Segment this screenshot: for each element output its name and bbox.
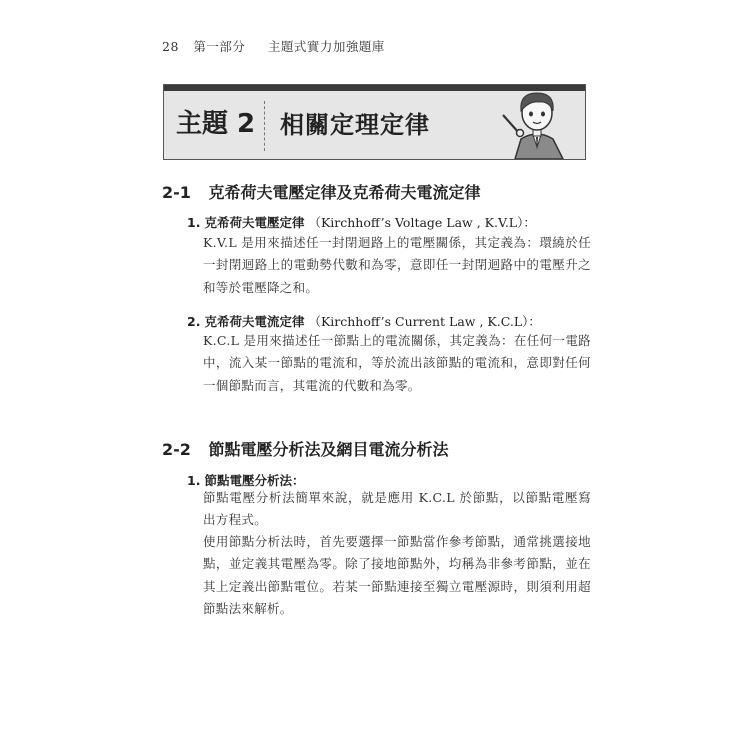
item-title-zh: 克希荷夫電流定律 [204, 314, 305, 329]
node-voltage-paragraph-1: 節點電壓分析法簡單來說，就是應用 K.C.L 於節點，以節點電壓寫出方程式。 [203, 490, 591, 528]
item-title-zh: 節點電壓分析法： [204, 473, 305, 488]
section-number: 2-2 [162, 440, 191, 459]
item-number: 1. [187, 473, 201, 488]
subheading-kcl [187, 312, 541, 330]
item-number: 1. [187, 215, 201, 230]
topic-banner [163, 84, 586, 160]
section-title: 節點電壓分析法及網目電流分析法 [208, 440, 449, 459]
page-number: 28 [162, 39, 179, 54]
teacher-mascot-icon [497, 85, 579, 159]
topic-title: 相關定理定律 [280, 111, 430, 139]
item-title-en: （Kirchhoff’s Voltage Law , K.V.L）： [308, 215, 536, 230]
kvl-paragraph: K.V.L 是用來描述任一封閉迴路上的電壓關係，其定義為：環繞於任一封閉迴路上的電動勢代數和為零，意即任一封閉迴路中的電壓升之和等於電壓降之和。 [203, 235, 591, 295]
subheading-kvl [187, 213, 536, 231]
kcl-paragraph: K.C.L 是用來描述任一節點上的電流關係，其定義為：在任何一電路中，流入某一節點的電流和，等於流出該節點的電流和，意即對任何一個節點而言，其電流的代數和為零。 [203, 333, 591, 393]
section-number: 2-1 [162, 183, 191, 202]
book-title: 主題式實力加強題庫 [267, 39, 385, 54]
item-number: 2. [187, 314, 201, 329]
section-heading-2-1 [162, 180, 481, 203]
part-label: 第一部分 [193, 39, 246, 54]
item-title-en: （Kirchhoff’s Current Law , K.C.L）： [308, 314, 541, 329]
section-title: 克希荷夫電壓定律及克希荷夫電流定律 [208, 183, 481, 202]
topic-number: 主題 2 [176, 109, 256, 139]
running-head [162, 37, 385, 55]
banner-divider [264, 101, 265, 151]
item-title-zh: 克希荷夫電壓定律 [204, 215, 305, 230]
node-voltage-paragraph-2: 使用節點分析法時，首先要選擇一節點當作參考節點，通常挑選接地點，並定義其電壓為零。除了接地節點外，均稱為非參考節點，並在其上定義出節點電位。若某一節點連接至獨立電壓源時，則須利用超節點法來解析。 [203, 534, 591, 616]
section-heading-2-2 [162, 437, 449, 460]
